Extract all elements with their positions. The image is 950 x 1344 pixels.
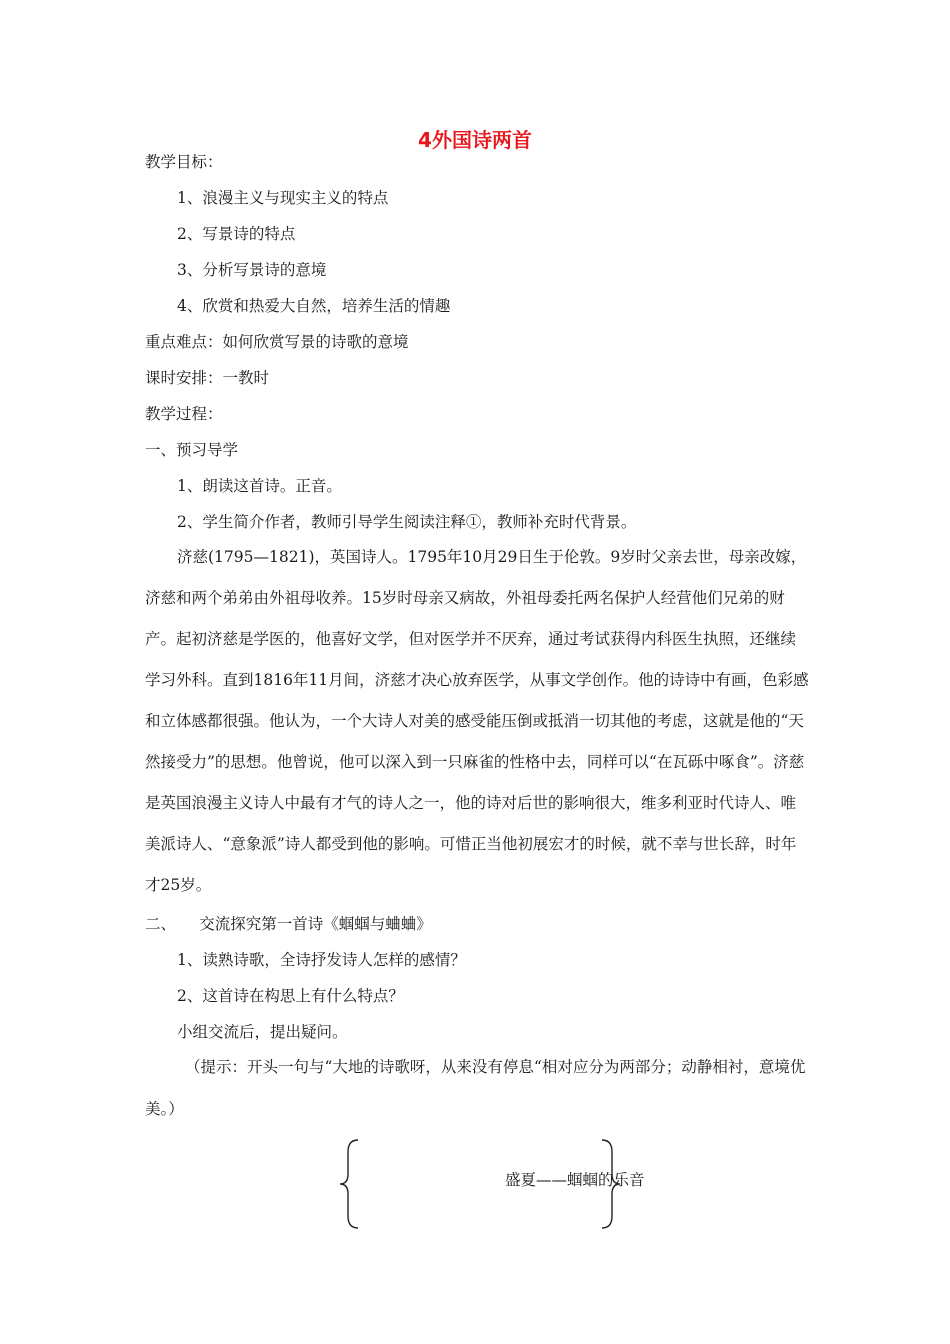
objective-item: 4、欣赏和热爱大自然，培养生活的情趣 xyxy=(177,297,451,315)
author-biography: 济慈(1795—1821)，英国诗人。1795年10月29日生于伦敦。9岁时父亲去世，母亲改嫁，济慈和两个弟弟由外祖母收养。15岁时母亲又病故，外祖母委托两名保护人经营他们兄弟的财产。起初济慈是学医的，他喜好文学，但对医学并不厌弃，通过考试获得内科医生执照，还继续学习外科。直到1816年11月间，济慈才决心放弃医学，从事文学创作。他的诗诗中有画，色彩感和立体感都很强。他认为，一个大诗人对美的感受能压倒或抵消一切其他的考虑，这就是他的“天然接受力”的思想。他曾说，他可以深入到一只麻雀的性格中去，同样可以“在瓦砾中啄食”。济慈是英国浪漫主义诗人中最有才气的诗人之一，他的诗对后世的影响很大，维多利亚时代诗人、唯美派诗人、“意象派”诗人都受到他的影响。可惜正当他初展宏才的时候，就不幸与世长辞，时年才25岁。 xyxy=(145,548,809,894)
objective-item: 2、写景诗的特点 xyxy=(177,225,296,243)
objective-item: 3、分析写景诗的意境 xyxy=(177,261,327,279)
key-difficulty: 重点难点：如何欣赏写景的诗歌的意境 xyxy=(145,333,409,351)
schedule: 课时安排：一教时 xyxy=(145,369,270,387)
section1-item: 1、朗读这首诗。正音。 xyxy=(177,477,342,495)
hint-text: （提示：开头一句与“大地的诗歌呀，从来没有停息“相对应分为两部分；动静相衬，意境优美。） xyxy=(145,1058,806,1118)
section2-item: 小组交流后，提出疑问。 xyxy=(177,1023,348,1041)
section1-heading: 一、预习导学 xyxy=(145,441,239,459)
section2-heading: 二、 交流探究第一首诗《蝈蝈与蛐蛐》 xyxy=(145,915,432,933)
diagram-label: 盛夏——蝈蝈的乐音 xyxy=(505,1171,645,1189)
left-brace-icon xyxy=(340,1140,358,1228)
section2-item: 1、读熟诗歌，全诗抒发诗人怎样的感情？ xyxy=(177,951,466,969)
section2-item: 2、这首诗在构思上有什么特点？ xyxy=(177,987,404,1005)
objectives-heading: 教学目标： xyxy=(145,153,223,171)
process-heading: 教学过程： xyxy=(145,405,223,423)
section1-item: 2、学生简介作者，教师引导学生阅读注释①，教师补充时代背景。 xyxy=(177,513,637,531)
objective-item: 1、浪漫主义与现实主义的特点 xyxy=(177,189,389,207)
document-title: 4外国诗两首 xyxy=(418,128,532,152)
